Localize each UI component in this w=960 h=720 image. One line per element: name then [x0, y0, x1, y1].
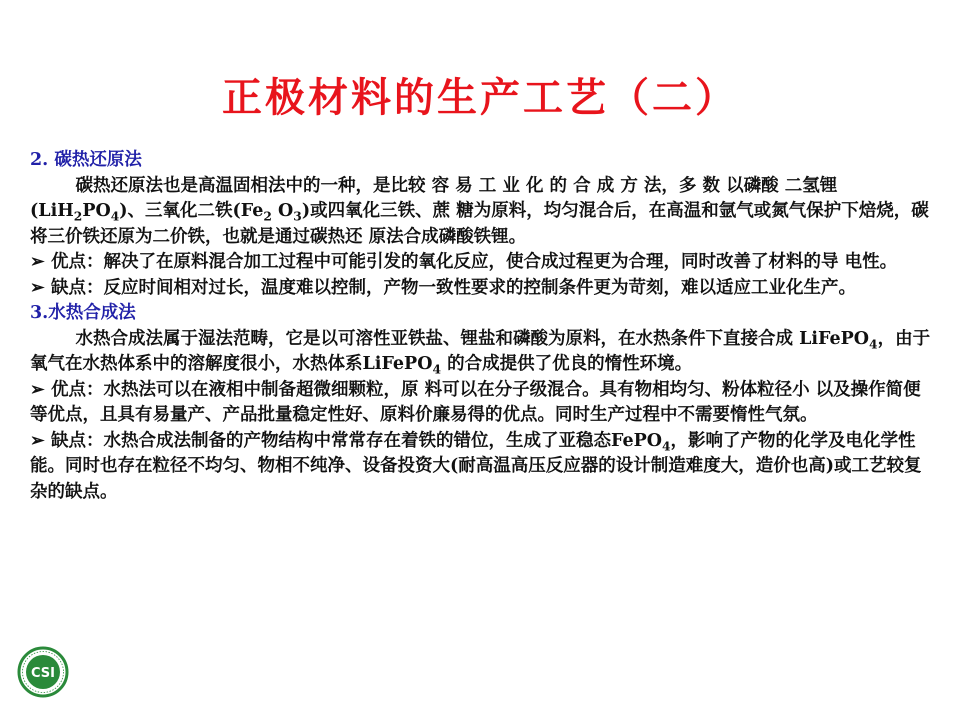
carbothermal-pros: ➢ 优点：解决了在原料混合加工过程中可能引发的氧化反应，使合成过程更为合理，同时改善了材料的导 电性。 [30, 250, 936, 276]
hydrothermal-cons: ➢ 缺点：水热合成法制备的产物结构中常常存在着铁的错位，生成了亚稳态FePO$_4$，影响了产物的化学及电化学性能。同时也存在粒径不均匀、物相不纯净、设备投资大(耐高温高压反应器的设计制造难度大，造价也高)或工艺较复杂的缺点。 [30, 430, 922, 502]
bullet-arrow-icon: ➢ [30, 277, 45, 298]
carbothermal-cons: ➢ 缺点：反应时间相对过长，温度难以控制，产物一致性要求的控制条件更为苛刻，难以适应工业化生产。 [30, 276, 936, 302]
hydrothermal-pros: ➢ 优点：水热法可以在液相中制备超微细颗粒，原 料可以在分子级混合。具有物相均匀、粉体粒径小 以及操作简便等优点，且具有易量产、产品批量稳定性好、原料价廉易得的优点。同时生产过程中不需要惰性气氛。 [30, 379, 921, 425]
slide-title: 正极材料的生产工艺（二） [222, 74, 738, 121]
carbothermal-intro: 碳热还原法也是高温固相法中的一种，是比较 容 易 工 业 化 的 合 成 方 法，多 数 以磷酸 二氢锂 $(LiH_2PO_4)$、三氧化二铁($Fe_2$ $O_3$)或四氧化三铁、蔗 糖为原料，均匀混合后，在高温和氩气或氮气保护下焙烧，碳将三价铁还原为二价铁，也就是通过碳热还 原法合成磷酸铁锂。 [30, 175, 929, 247]
bullet-arrow-icon: ➢ [30, 430, 45, 451]
logo-text: CSI [31, 666, 55, 681]
hydrothermal-intro: 水热合成法属于湿法范畴，它是以可溶性亚铁盐、锂盐和磷酸为原料，在水热条件下直接合成 LiFePO$_4$，由于氧气在水热体系中的溶解度很小，水热体系LiFePO$_4$ 的合成提供了优良的惰性环境。 [30, 328, 931, 377]
bullet-arrow-icon: ➢ [30, 379, 45, 400]
bullet-arrow-icon: ➢ [30, 252, 45, 272]
section-heading-carbothermal: 2. 碳热还原法 [30, 150, 142, 170]
section-heading-hydrothermal: 3.水热合成法 [30, 303, 136, 323]
slide-content [30, 148, 936, 505]
organization-logo [17, 646, 69, 698]
